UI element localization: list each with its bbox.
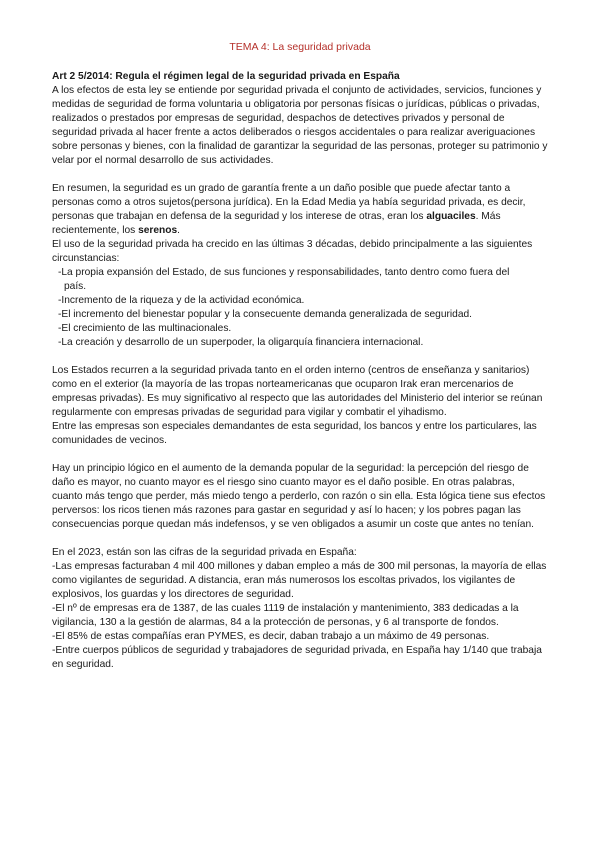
summary-text-a: En resumen, la seguridad es un grado de garantía frente a un daño posible que puede afectar tanto a personas como a otros sujetos(persona jurídica). En la Edad Media ya había seguridad privada, es decir, personas que trabajan en defensa de la seguridad y los interese de otras, eran los	[52, 183, 526, 222]
list-item: país.	[64, 281, 87, 292]
list-item: -El nº de empresas era de 1387, de las cuales 1119 de instalación y mantenimiento, 383 dedicadas a la vigilancia, 130 a la gestión de alarmas, 84 a la protección de personas, y 6 al transporte de fondos.	[52, 603, 519, 628]
paragraph-principle: Hay un principio lógico en el aumento de la demanda popular de la seguridad: la percepción del riesgo de daño es mayor, no cuanto mayor es el riesgo sino cuanto mayor es el daño posible. En otras palabras, cuanto más tengo que perder, más miedo tengo a perderlo, con razón o sin ella. Esta lógica tiene sus efectos perversos: los ricos tienen más razones para gastar en seguridad y así lo hacen; y los pobres pagan las consecuencias porque quedan más indefensos, y se ven obligados a asumir un coste que antes no tenían.	[52, 463, 546, 530]
list-item: -El crecimiento de las multinacionales.	[58, 323, 232, 334]
spacer	[52, 168, 548, 182]
section-heading: Art 2 5/2014: Regula el régimen legal de la seguridad privada en España	[52, 71, 400, 82]
spacer	[52, 532, 548, 546]
list-item: -La creación y desarrollo de un superpoder, la oligarquía financiera internacional.	[58, 337, 424, 348]
summary-text-e: .	[177, 225, 180, 236]
keyword-alguaciles: alguaciles	[426, 211, 476, 222]
paragraph-summary	[52, 182, 548, 238]
list-item: -Las empresas facturaban 4 mil 400 millones y daban empleo a más de 300 mil personas, la mayoría de ellas como vigilantes de seguridad. A distancia, eran más numerosos los escoltas privados, los vigilantes de explosivos, los guardas y los directores de seguridad.	[52, 561, 547, 600]
spacer	[52, 350, 548, 364]
paragraph-demand: Entre las empresas son especiales demandantes de esta seguridad, los bancos y entre los particulares, las comunidades de vecinos.	[52, 421, 537, 446]
document-title: TEMA 4: La seguridad privada	[229, 41, 371, 53]
paragraph-states: Los Estados recurren a la seguridad privada tanto en el orden interno (centros de enseñanza y sanitarios) como en el exterior (la mayoría de las tropas norteamericanas que ocuparon Irak eran mercenarios de empresas privadas). Es muy significativo al respecto que las autoridades del Ministerio del interior se reúnan regularmente con empresas privadas de seguridad para vigilar y combatir el yihadismo.	[52, 365, 543, 418]
list-item: -La propia expansión del Estado, de sus funciones y responsabilidades, tanto dentro como fuera del	[58, 267, 510, 278]
list-item: -El 85% de estas compañías eran PYMES, es decir, daban trabajo a un máximo de 49 personas.	[52, 631, 490, 642]
paragraph-growth-intro: El uso de la seguridad privada ha crecido en las últimas 3 décadas, debido principalmente a las siguientes circunstancias:	[52, 239, 533, 264]
paragraph-definition: A los efectos de esta ley se entiende por seguridad privada el conjunto de actividades, servicios, funciones y medidas de seguridad de forma voluntaria u obligatoria por personas físicas o jurídicas, públicas o privadas, realizados o prestados por empresas de seguridad, despachos de detectives privados y personal de seguridad privada al hacer frente a actos deliberados o riesgos accidentales o para realizar averiguaciones sobre personas y bienes, con la finalidad de garantizar la seguridad de las personas, proteger su patrimonio y velar por el normal desarrollo de sus actividades.	[52, 85, 548, 166]
keyword-serenos: serenos	[138, 225, 178, 236]
list-item: -Incremento de la riqueza y de la actividad económica.	[58, 295, 305, 306]
paragraph-figures-intro: En el 2023, están son las cifras de la seguridad privada en España:	[52, 547, 357, 558]
spacer	[52, 448, 548, 462]
list-item: -El incremento del bienestar popular y la consecuente demanda generalizada de seguridad.	[58, 309, 472, 320]
list-item: -Entre cuerpos públicos de seguridad y trabajadores de seguridad privada, en España hay 1/140 que trabaja en seguridad.	[52, 645, 542, 670]
summary-text-c: . Más recientemente, los	[52, 211, 501, 236]
